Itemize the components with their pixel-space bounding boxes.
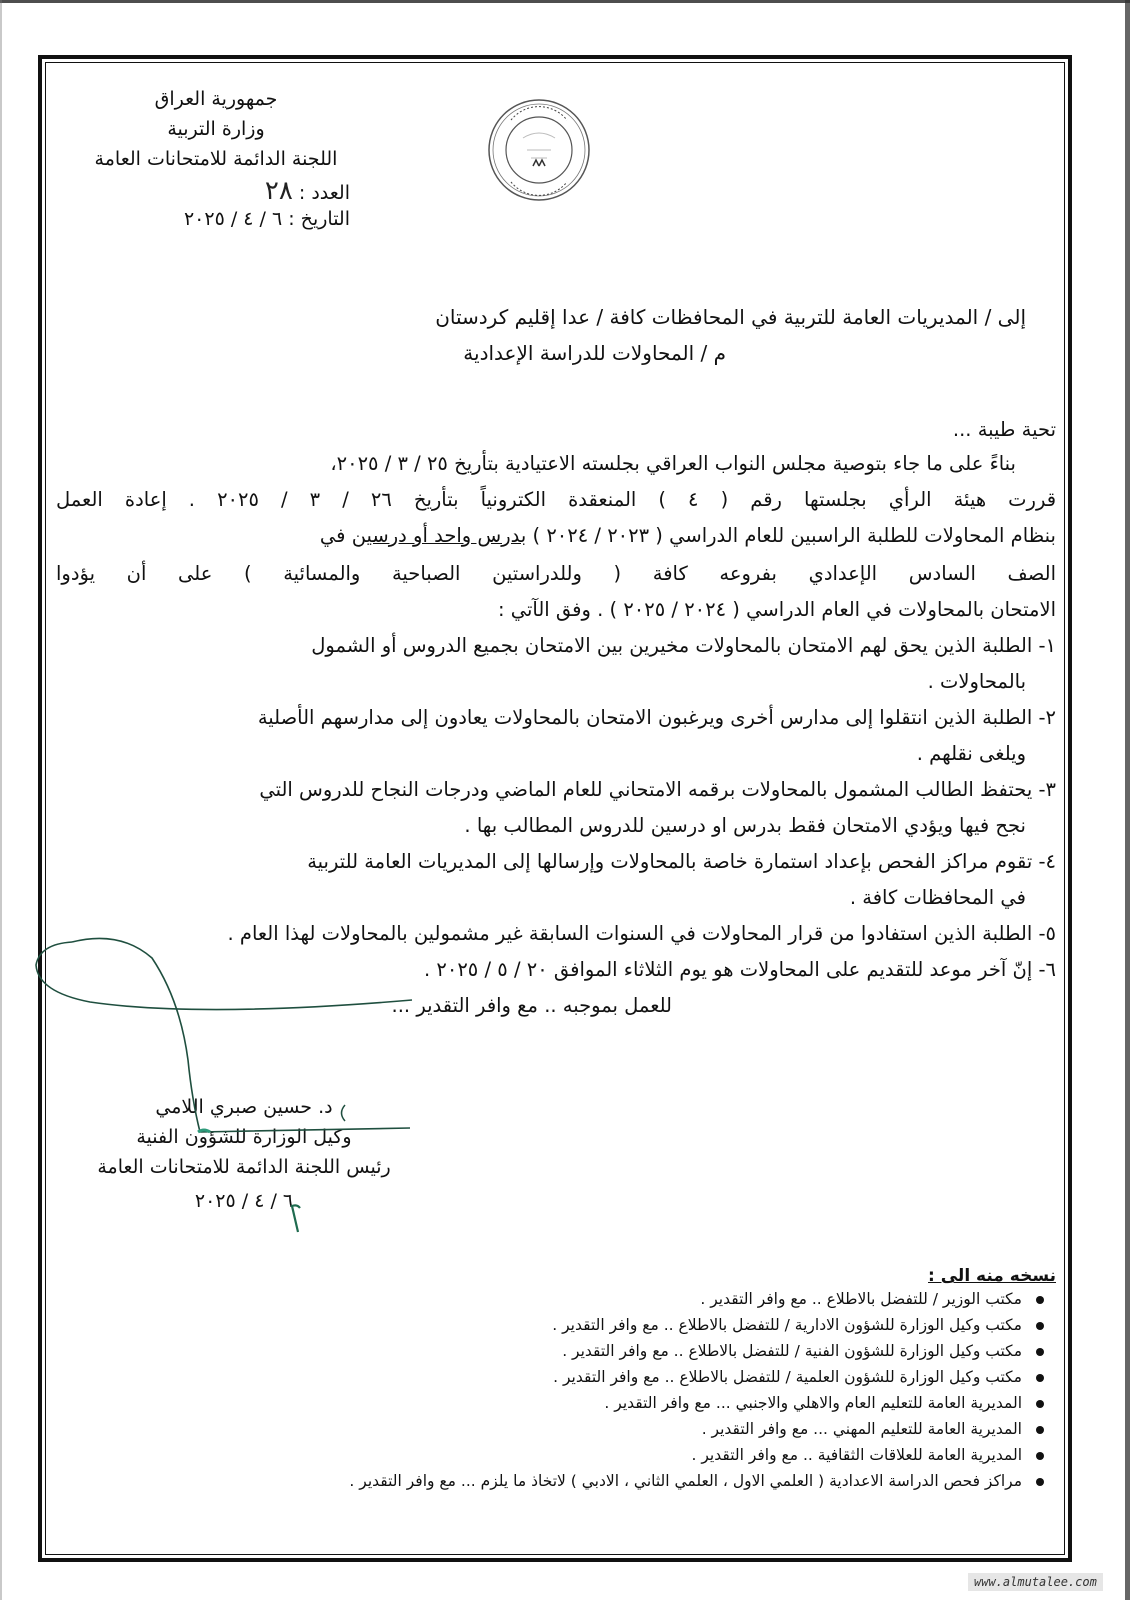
body-line-4: الصف السادس الإعدادي بفروعه كافة ( وللدراستين الصباحية والمسائية ) على أن يؤدوا — [56, 562, 1056, 585]
body-line-2: قررت هيئة الرأي بجلستها رقم ( ٤ ) المنعقدة الكترونياً بتأريخ ٢٦ / ٣ / ٢٠٢٥ . إعادة العمل — [56, 488, 1057, 511]
bullet-icon — [1036, 1452, 1044, 1460]
body-line-5: الامتحان بالمحاولات في العام الدراسي ( ٢٠٢٤ / ٢٠٢٥ ) . وفق الآتي : — [497, 598, 1056, 621]
item-text: الطلبة الذين استفادوا من قرار المحاولات في السنوات السابقة غير مشمولين بالمحاولات لهذا العام . — [227, 922, 1033, 945]
scan-edge-top — [0, 0, 1130, 3]
item-text: تقوم مراكز الفحص بإعداد استمارة خاصة بالمحاولات وإرسالها إلى المديريات العامة للتربية — [307, 850, 1033, 873]
item-number: ١- — [1038, 634, 1056, 657]
condition-item-6 — [56, 958, 1056, 981]
body-line-1: بناءً على ما جاء بتوصية مجلس النواب العراقي بجلسته الاعتيادية بتأريخ ٢٥ / ٣ / ٢٠٢٥، — [330, 452, 1016, 475]
copy-recipient — [562, 1342, 1044, 1360]
date-label: التاريخ : — [288, 208, 350, 230]
copies-title: نسخه منه الى : — [928, 1266, 1056, 1286]
copy-recipient — [604, 1394, 1044, 1412]
item-number: ٥- — [1038, 922, 1056, 945]
item-number: ٢- — [1038, 706, 1056, 729]
bullet-icon — [1036, 1400, 1044, 1408]
body-line-3-suffix: في — [319, 524, 352, 547]
copy-recipient — [553, 1368, 1044, 1386]
condition-item-2-cont: ويلغى نقلهم . — [916, 742, 1026, 765]
copy-recipient — [702, 1420, 1044, 1438]
date-value: ٦ / ٤ / ٢٠٢٥ — [183, 208, 283, 230]
address-subject: م / المحاولات للدراسة الإعدادية — [463, 341, 726, 365]
item-text: إنّ آخر موعد للتقديم على المحاولات هو يوم الثلاثاء الموافق ٢٠ / ٥ / ٢٠٢٥ . — [423, 958, 1033, 981]
copy-recipient-text: مكتب وكيل الوزارة للشؤون الادارية / للتفضل بالاطلاع .. مع وافر التقدير . — [552, 1316, 1022, 1334]
item-number: ٤- — [1038, 850, 1056, 873]
copy-recipient-text: المديرية العامة للتعليم العام والاهلي والاجنبي ... مع وافر التقدير . — [604, 1394, 1022, 1412]
copy-recipient-text: مكتب الوزير / للتفضل بالاطلاع .. مع وافر التقدير . — [700, 1290, 1022, 1308]
copy-recipient — [552, 1316, 1044, 1334]
copy-recipient-text: مكتب وكيل الوزارة للشؤون الفنية / للتفضل بالاطلاع .. مع وافر التقدير . — [562, 1342, 1022, 1360]
item-number: ٦- — [1038, 958, 1056, 981]
address-to: إلى / المديريات العامة للتربية في المحافظات كافة / عدا إقليم كردستان — [435, 305, 1026, 329]
signature-date: ٦ / ٤ / ٢٠٢٥ — [194, 1190, 294, 1212]
bullet-icon — [1036, 1322, 1044, 1330]
greeting: تحية طيبة ... — [952, 418, 1056, 441]
ministry-seal-icon — [487, 98, 591, 202]
copy-recipient-text: المديرية العامة للعلاقات الثقافية .. مع وافر التقدير . — [691, 1446, 1022, 1464]
header-committee: اللجنة الدائمة للامتحانات العامة — [94, 148, 338, 170]
condition-item-2 — [56, 706, 1056, 729]
condition-item-1-cont: بالمحاولات . — [927, 670, 1026, 693]
copy-recipient — [692, 1446, 1044, 1464]
source-watermark[interactable]: www.almutalee.com — [968, 1573, 1103, 1591]
scan-edge-right — [1125, 0, 1130, 1600]
body-line-3-prefix: بنظام المحاولات للطلبة الراسبين للعام الدراسي ( ٢٠٢٣ / ٢٠٢٤ ) — [526, 524, 1056, 547]
copy-recipient — [349, 1472, 1044, 1490]
header-ministry: وزارة التربية — [167, 118, 265, 140]
condition-item-1 — [56, 634, 1056, 657]
signatory-title: وكيل الوزارة للشؤون الفنية — [136, 1126, 352, 1148]
signatory-committee: رئيس اللجنة الدائمة للامتحانات العامة — [97, 1156, 391, 1178]
condition-item-5 — [56, 922, 1056, 945]
copy-recipient-text: مكتب وكيل الوزارة للشؤون العلمية / للتفضل بالاطلاع .. مع وافر التقدير . — [553, 1368, 1022, 1386]
bullet-icon — [1036, 1296, 1044, 1304]
body-line-3 — [56, 524, 1056, 547]
item-text: الطلبة الذين يحق لهم الامتحان بالمحاولات مخيرين بين الامتحان بجميع الدروس أو الشمول — [311, 634, 1033, 657]
number-label: العدد : — [298, 182, 350, 204]
copy-recipient-text: مراكز فحص الدراسة الاعدادية ( العلمي الاول ، العلمي الثاني ، الادبي ) لاتخاذ ما يلزم ... مع وافر التقدير . — [349, 1472, 1022, 1490]
item-text: الطلبة الذين انتقلوا إلى مدارس أخرى ويرغبون الامتحان بالمحاولات يعادون إلى مدارسهم الأصلية — [257, 706, 1033, 729]
signatory-name: د. حسين صبري اللامي — [155, 1096, 333, 1118]
bullet-icon — [1036, 1478, 1044, 1486]
copy-recipient-text: المديرية العامة للتعليم المهني ... مع وافر التقدير . — [701, 1420, 1022, 1438]
condition-item-3 — [56, 778, 1056, 801]
scan-edge-left — [0, 0, 2, 1600]
reference-number — [190, 176, 350, 206]
header-country: جمهورية العراق — [154, 88, 278, 110]
reference-date — [96, 208, 350, 230]
bullet-icon — [1036, 1374, 1044, 1382]
item-text: يحتفظ الطالب المشمول بالمحاولات برقمه الامتحاني للعام الماضي ودرجات النجاح للدروس التي — [259, 778, 1033, 801]
body-line-3-emphasis: بدرس واحد أو درسين — [351, 524, 527, 547]
number-value: ٢٨ — [264, 176, 293, 206]
bullet-icon — [1036, 1348, 1044, 1356]
closing-line: للعمل بموجبه .. مع وافر التقدير ... — [391, 994, 672, 1017]
copy-recipient — [700, 1290, 1044, 1308]
bullet-icon — [1036, 1426, 1044, 1434]
condition-item-4-cont: في المحافظات كافة . — [849, 886, 1026, 909]
condition-item-3-cont: نجح فيها ويؤدي الامتحان فقط بدرس او درسين للدروس المطالب بها . — [464, 814, 1026, 837]
condition-item-4 — [56, 850, 1056, 873]
item-number: ٣- — [1038, 778, 1056, 801]
